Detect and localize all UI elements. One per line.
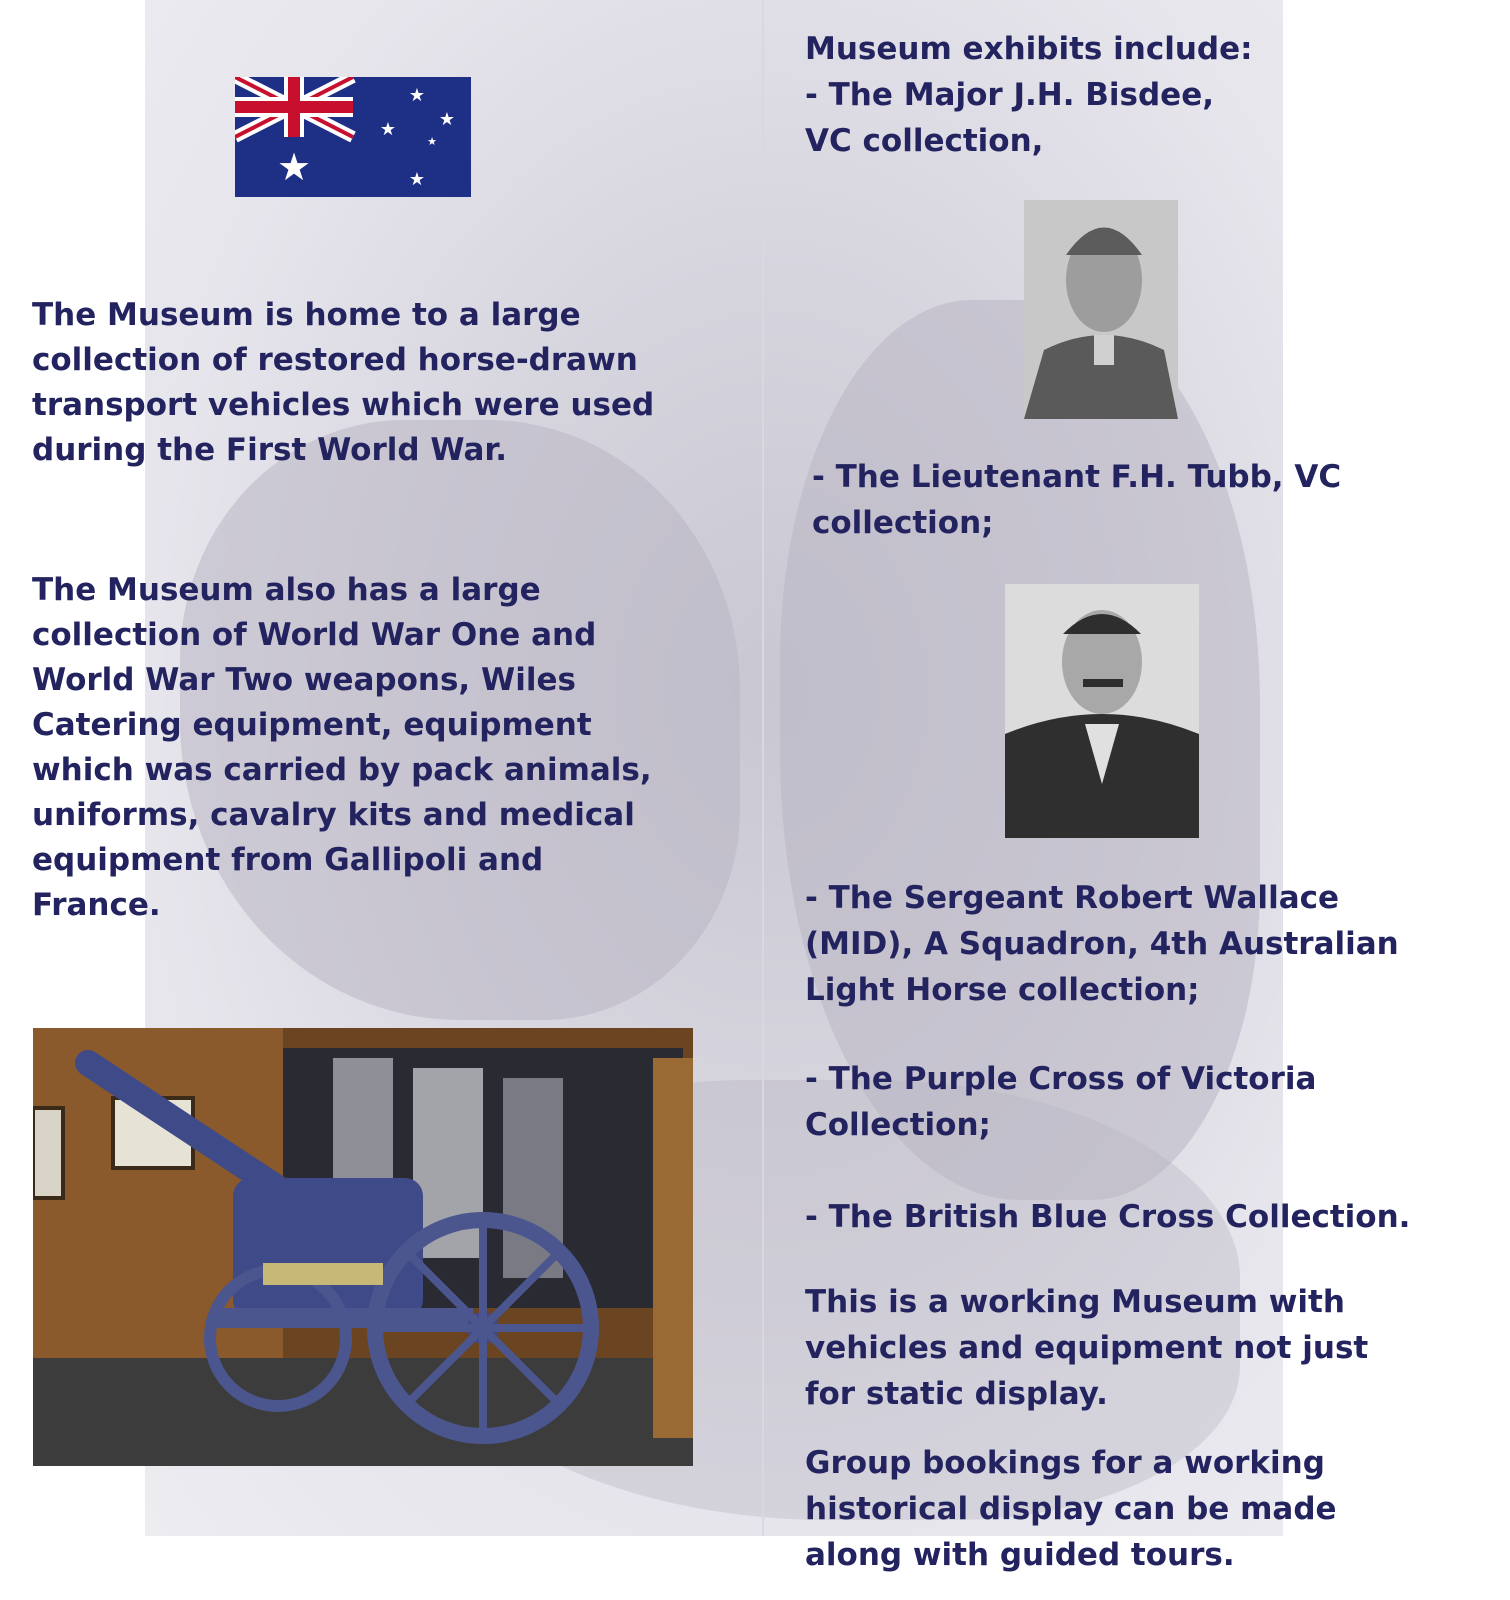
exhibits-heading: Museum exhibits include:	[805, 31, 1253, 67]
star-icon: ★	[427, 135, 437, 148]
exhibit-blue-cross: - The British Blue Cross Collection.	[805, 1199, 1411, 1235]
exhibit-wallace: - The Sergeant Robert Wallace (MID), A Squadron, 4th Australian Light Horse collection;	[805, 880, 1399, 1008]
star-icon: ★	[408, 169, 426, 190]
star-icon: ★	[379, 119, 397, 140]
page-fold-line	[762, 0, 764, 1536]
star-icon: ★	[276, 145, 312, 189]
exhibit-tubb: - The Lieutenant F.H. Tubb, VC collection;	[812, 459, 1342, 541]
union-jack	[235, 77, 353, 137]
field-gun-photo	[33, 1028, 693, 1466]
exhibit-bisdee: - The Major J.H. Bisdee, VC collection,	[805, 77, 1215, 159]
australian-flag-image	[235, 77, 471, 197]
star-icon: ★	[408, 85, 426, 106]
working-museum-paragraph: This is a working Museum with vehicles and equipment not just for static display.	[805, 1284, 1369, 1412]
collection-paragraph: The Museum also has a large collection of World War One and World War Two weapons, Wiles Catering equipment, equipment which was carried by pack animals, uniforms, cavalry kits and medical equipment from Gallipoli and France.	[32, 572, 652, 923]
intro-paragraph: The Museum is home to a large collection of restored horse-drawn transport vehicles which were used during the First World War.	[32, 297, 655, 468]
group-bookings-paragraph: Group bookings for a working historical display can be made along with guided tours.	[805, 1445, 1337, 1573]
portrait-major-bisdee	[1024, 200, 1178, 419]
portrait-lieutenant-tubb	[1005, 584, 1199, 838]
exhibit-purple-cross: - The Purple Cross of Victoria Collection;	[805, 1061, 1317, 1143]
star-icon: ★	[438, 109, 456, 130]
